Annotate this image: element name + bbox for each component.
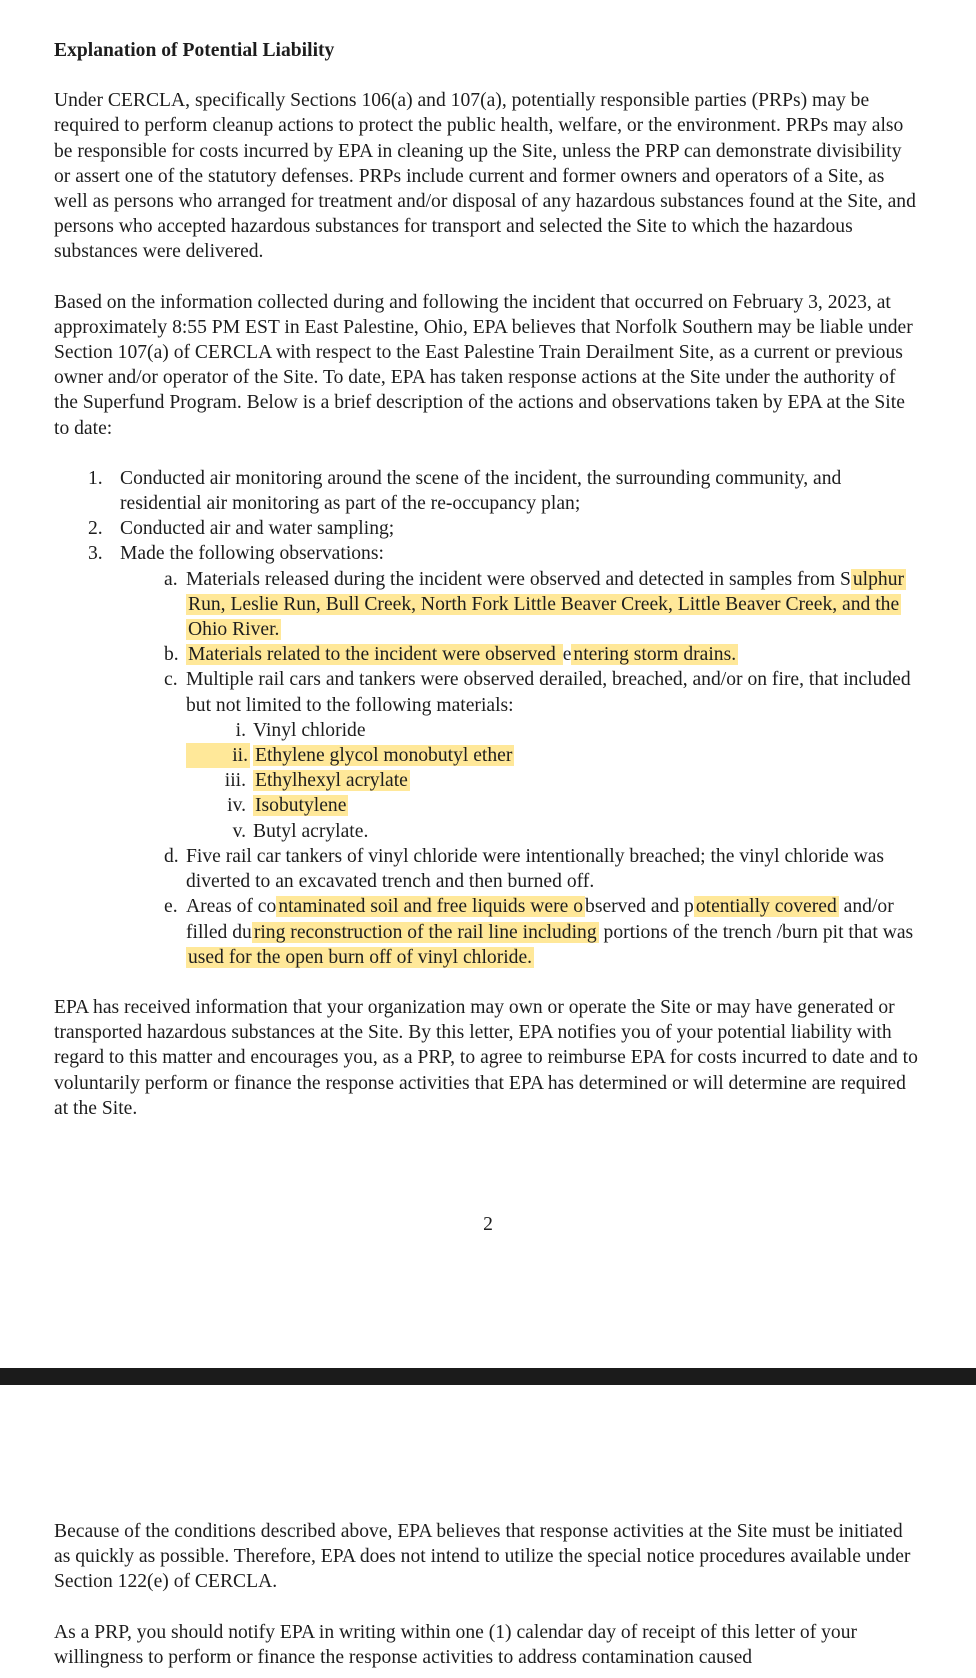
highlighted-text: ntaminated soil and free liquids were o [278, 896, 584, 918]
list-marker: b. [164, 644, 179, 666]
material-name: Butyl acrylate. [253, 820, 369, 842]
paragraph-prp-notice: As a PRP, you should notify EPA in writing within one (1) calendar day of receipt of this letter of your willingness to perform or finance the response activities to address contamination caused [54, 1621, 858, 1668]
document-page-2 [0, 1385, 976, 1678]
highlighted-text: ring reconstruction of the rail line including [253, 921, 597, 943]
material-item [186, 819, 922, 844]
observation-text: portions of the trench /burn pit that was [598, 921, 914, 943]
material-name: Isobutylene [255, 795, 347, 817]
list-marker: a. [164, 568, 178, 590]
list-marker: iv. [227, 795, 246, 817]
observation-text: e [562, 644, 572, 666]
paragraph-liability: Under CERCLA, specifically Sections 106(a) and 107(a), potentially responsible parties (PRPs) may be required to perform cleanup actions to protect the public health, welfare, or the environment. PRPs may also be responsible for costs incurred by EPA in cleaning up the Site, unless the PRP can demonstrate divisibility or assert one of the statutory defenses. PRPs include current and former owners and operators of a Site, as well as persons who arranged for treatment and/or disposal of any hazardous substances found at the Site, and persons who accepted hazardous substances for transport and selected the Site to which the hazardous substances were delivered. [54, 90, 916, 263]
observations-list [120, 567, 922, 970]
material-name: Ethylhexyl acrylate [255, 770, 408, 792]
list-marker: 3. [88, 543, 103, 565]
observation-text: Areas of co [186, 896, 277, 918]
list-marker: iii. [224, 770, 246, 792]
observation-text: Multiple rail cars and tankers were observed derailed, breached, and/or on fire, that included but not limited to the following materials: [186, 669, 911, 716]
material-item [186, 793, 922, 818]
list-marker: v. [232, 820, 246, 842]
paragraph-notification: EPA has received information that your organization may own or operate the Site or may have generated or transported hazardous substances at the Site. By this letter, EPA notifies you of your potential liability with regard to this matter and encourages you, as a PRP, to agree to reimburse EPA for costs incurred to date and to voluntarily perform or finance the response activities that EPA has determined or will determine are required at the Site. [54, 996, 918, 1119]
actions-list [54, 466, 922, 970]
list-item-text: Conducted air and water sampling; [120, 518, 395, 540]
list-marker: c. [164, 669, 178, 691]
observation-text: bserved and p [585, 896, 694, 918]
list-marker: ii. [186, 743, 250, 768]
observation-item [120, 844, 922, 894]
list-marker: 1. [88, 467, 103, 489]
observation-item [120, 642, 922, 667]
material-item [186, 718, 922, 743]
list-marker: 2. [88, 518, 103, 540]
observation-item [120, 894, 922, 970]
material-item [186, 768, 922, 793]
highlighted-text: ntering storm drains. [573, 644, 737, 666]
observation-text: and/or filled du [186, 896, 894, 943]
highlighted-text: Materials related to the incident were observed [188, 644, 561, 666]
material-name: Vinyl chloride [253, 719, 366, 741]
highlighted-text: otentially covered [695, 896, 837, 918]
list-item [54, 466, 922, 516]
page-number: 2 [483, 1214, 493, 1235]
observation-item [120, 567, 922, 643]
material-item [186, 743, 922, 768]
list-marker: i. [235, 719, 246, 741]
observation-item [120, 667, 922, 843]
observation-text: Five rail car tankers of vinyl chloride were intentionally breached; the vinyl chloride was diverted to an excavated trench and then burned off. [186, 845, 885, 893]
list-item-text: Conducted air monitoring around the scene of the incident, the surrounding community, and residential air monitoring as part of the re-occupancy plan; [120, 467, 842, 515]
paragraph-response: Because of the conditions described above, EPA believes that response activities at the Site must be initiated as quickly as possible. Therefore, EPA does not intend to utilize the special notice procedures available under Section 122(e) of CERCLA. [54, 1521, 911, 1593]
observation-text: Materials released during the incident were observed and detected in samples from S [186, 568, 851, 590]
list-item [54, 541, 922, 969]
materials-list [186, 718, 922, 844]
material-name: Ethylene glycol monobutyl ether [255, 745, 513, 767]
section-heading: Explanation of Potential Liability [54, 40, 335, 61]
paragraph-incident: Based on the information collected during and following the incident that occurred on February 3, 2023, at approximately 8:55 PM EST in East Palestine, Ohio, EPA believes that Norfolk Southern may be liable under Section 107(a) of CERCLA with respect to the East Palestine Train Derailment Site, as a current or previous owner and/or operator of the Site. To date, EPA has taken response actions at the Site under the authority of the Superfund Program. Below is a brief description of the actions and observations taken by EPA at the Site to date: [54, 291, 913, 439]
list-marker: e. [164, 896, 178, 918]
highlighted-text: ulphur Run, Leslie Run, Bull Creek, North Fork Little Beaver Creek, Little Beaver Creek, and the Ohio River. [188, 568, 905, 641]
list-item [54, 516, 922, 541]
highlighted-text: used for the open burn off of vinyl chloride. [188, 946, 533, 968]
list-item-text: Made the following observations: [120, 543, 384, 565]
page-divider [0, 1368, 976, 1385]
list-marker: d. [164, 845, 179, 867]
